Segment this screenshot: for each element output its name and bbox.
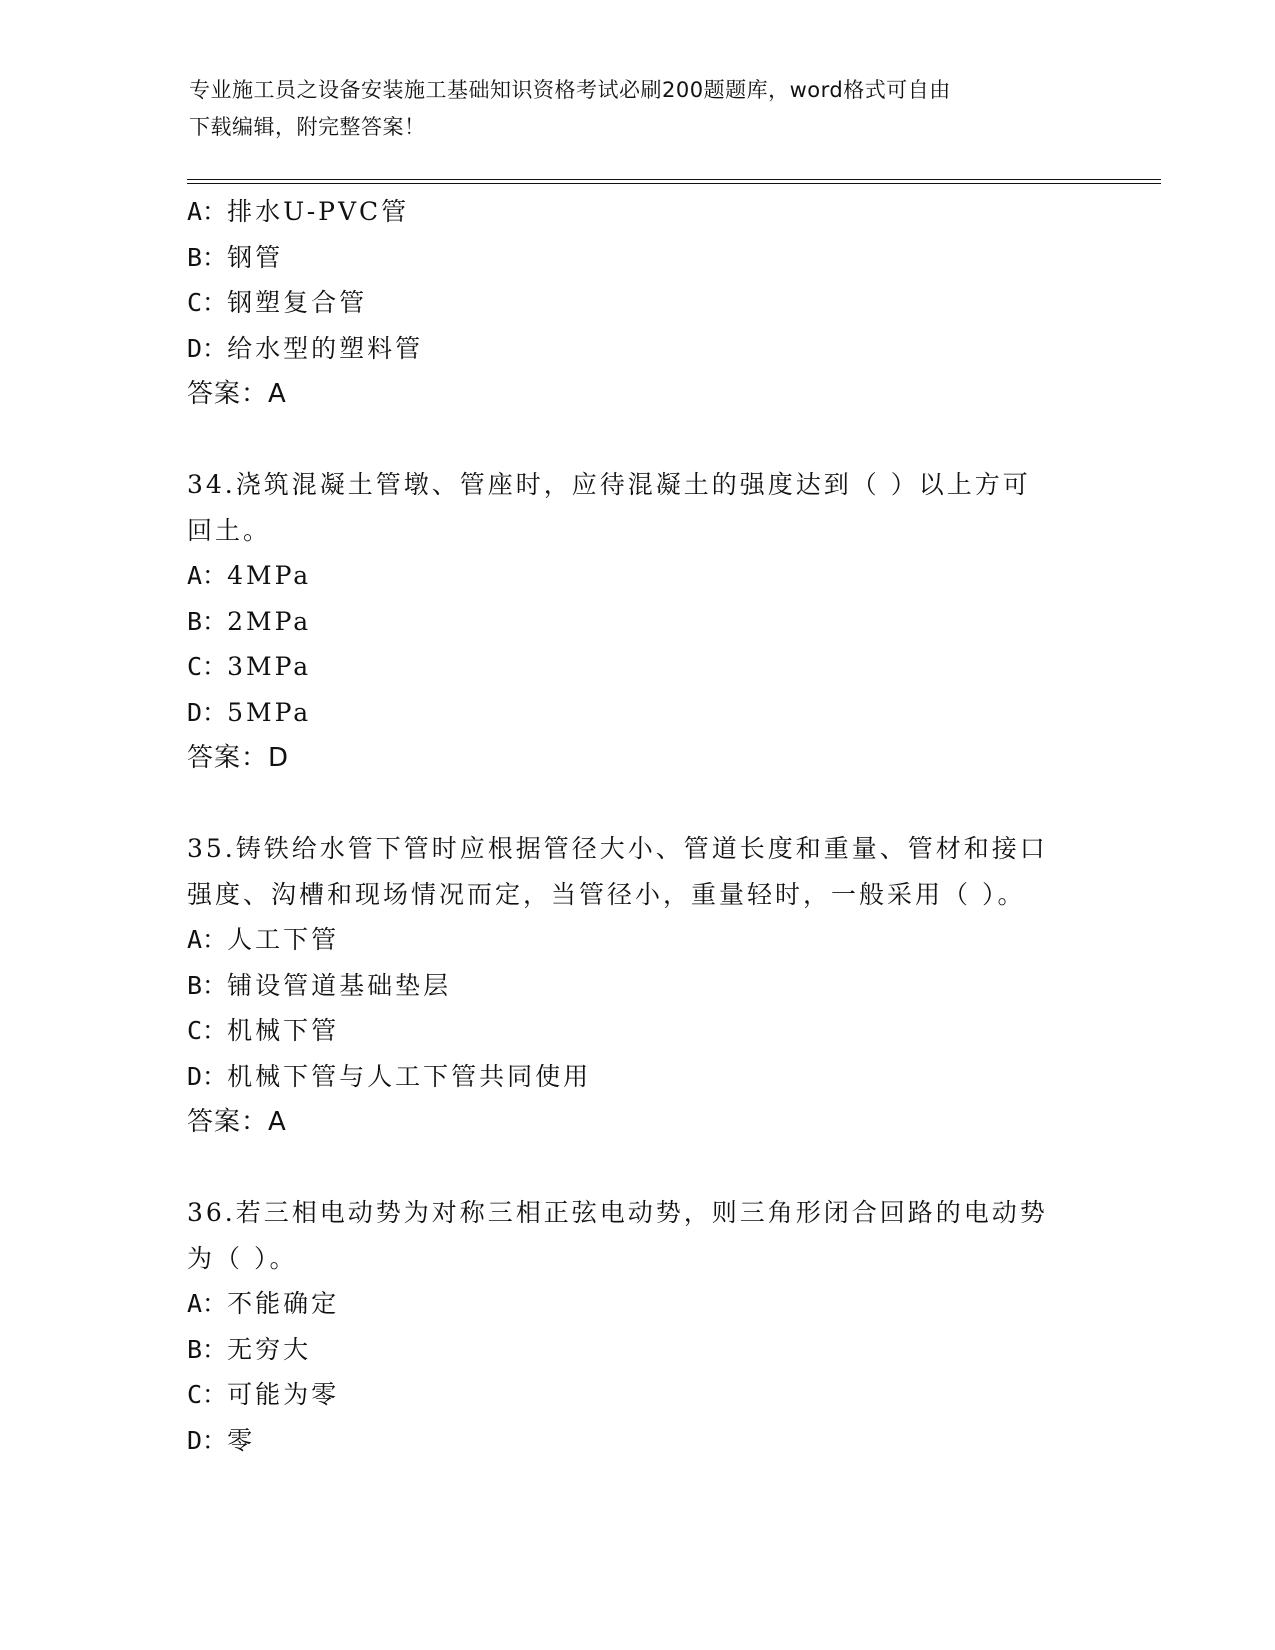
spacer xyxy=(187,1145,1087,1190)
option-text: 钢塑复合管 xyxy=(227,288,368,317)
question-stem-line-2: 强度、沟槽和现场情况而定，当管径小，重量轻时，一般采用（ ）。 xyxy=(187,879,1026,909)
option-key: C： xyxy=(187,1016,228,1045)
option-c xyxy=(187,644,1087,690)
option-text: 无穷大 xyxy=(227,1334,312,1364)
option-a xyxy=(187,1281,1087,1327)
option-b xyxy=(187,235,1087,281)
header-line-2: 下载编辑，附完整答案！ xyxy=(189,115,426,139)
option-text: 给水型的塑料管 xyxy=(227,333,424,363)
option-a xyxy=(187,917,1087,963)
question-35 xyxy=(187,826,1087,1145)
document-header xyxy=(189,72,1089,146)
question-stem-line-1: 36.若三相电动势为对称三相正弦电动势，则三角形闭合回路的电动势 xyxy=(187,1198,1048,1227)
option-key: D： xyxy=(187,1061,228,1091)
answer-line: 答案：A xyxy=(187,379,287,409)
answer-line: 答案：A xyxy=(187,1107,287,1137)
option-text: 3MPa xyxy=(227,652,312,681)
question-stem-line-1: 35.铸铁给水管下管时应根据管径大小、管道长度和重量、管材和接口 xyxy=(187,834,1048,863)
option-text: 2MPa xyxy=(227,606,312,636)
question-stem-line-2: 为（ ）。 xyxy=(187,1243,298,1273)
question-stem-line-2: 回土。 xyxy=(187,515,272,545)
option-text: 可能为零 xyxy=(227,1380,340,1409)
question-list xyxy=(187,189,1087,1463)
option-a xyxy=(187,189,1087,235)
option-d xyxy=(187,326,1087,372)
option-c xyxy=(187,1008,1087,1054)
option-text: 人工下管 xyxy=(227,925,340,954)
option-key: D： xyxy=(187,333,228,363)
option-text: 零 xyxy=(227,1425,256,1455)
option-key: B： xyxy=(187,1334,228,1364)
option-text: 机械下管与人工下管共同使用 xyxy=(227,1061,592,1091)
option-key: A： xyxy=(187,561,228,590)
option-text: 4MPa xyxy=(227,561,312,590)
option-c xyxy=(187,1372,1087,1418)
option-text: 铺设管道基础垫层 xyxy=(227,970,452,1000)
option-d xyxy=(187,1054,1087,1100)
option-key: D： xyxy=(187,1425,228,1455)
option-text: 钢管 xyxy=(227,242,284,272)
option-text: 机械下管 xyxy=(227,1016,340,1045)
question-33 xyxy=(187,189,1087,417)
option-key: A： xyxy=(187,1289,228,1318)
option-key: C： xyxy=(187,288,228,317)
option-b xyxy=(187,963,1087,1009)
header-divider xyxy=(187,179,1161,184)
option-key: C： xyxy=(187,1380,228,1409)
answer-line: 答案：D xyxy=(187,743,290,773)
option-text: 5MPa xyxy=(227,697,312,727)
option-key: B： xyxy=(187,242,228,272)
spacer xyxy=(187,417,1087,462)
option-d xyxy=(187,1418,1087,1464)
option-key: B： xyxy=(187,606,228,636)
option-text: 不能确定 xyxy=(227,1289,340,1318)
option-key: A： xyxy=(187,925,228,954)
question-34 xyxy=(187,462,1087,781)
option-key: D： xyxy=(187,697,228,727)
option-key: C： xyxy=(187,652,228,681)
option-b xyxy=(187,599,1087,645)
question-36 xyxy=(187,1190,1087,1463)
option-b xyxy=(187,1327,1087,1373)
option-key: A： xyxy=(187,197,228,226)
option-c xyxy=(187,280,1087,326)
spacer xyxy=(187,781,1087,826)
header-line-1: 专业施工员之设备安装施工基础知识资格考试必刷200题题库，word格式可自由 xyxy=(189,78,951,102)
option-key: B： xyxy=(187,970,228,1000)
option-text: 排水U-PVC管 xyxy=(227,197,410,226)
question-stem-line-1: 34.浇筑混凝土管墩、管座时，应待混凝土的强度达到（ ）以上方可 xyxy=(187,470,1031,499)
option-a xyxy=(187,553,1087,599)
option-d xyxy=(187,690,1087,736)
